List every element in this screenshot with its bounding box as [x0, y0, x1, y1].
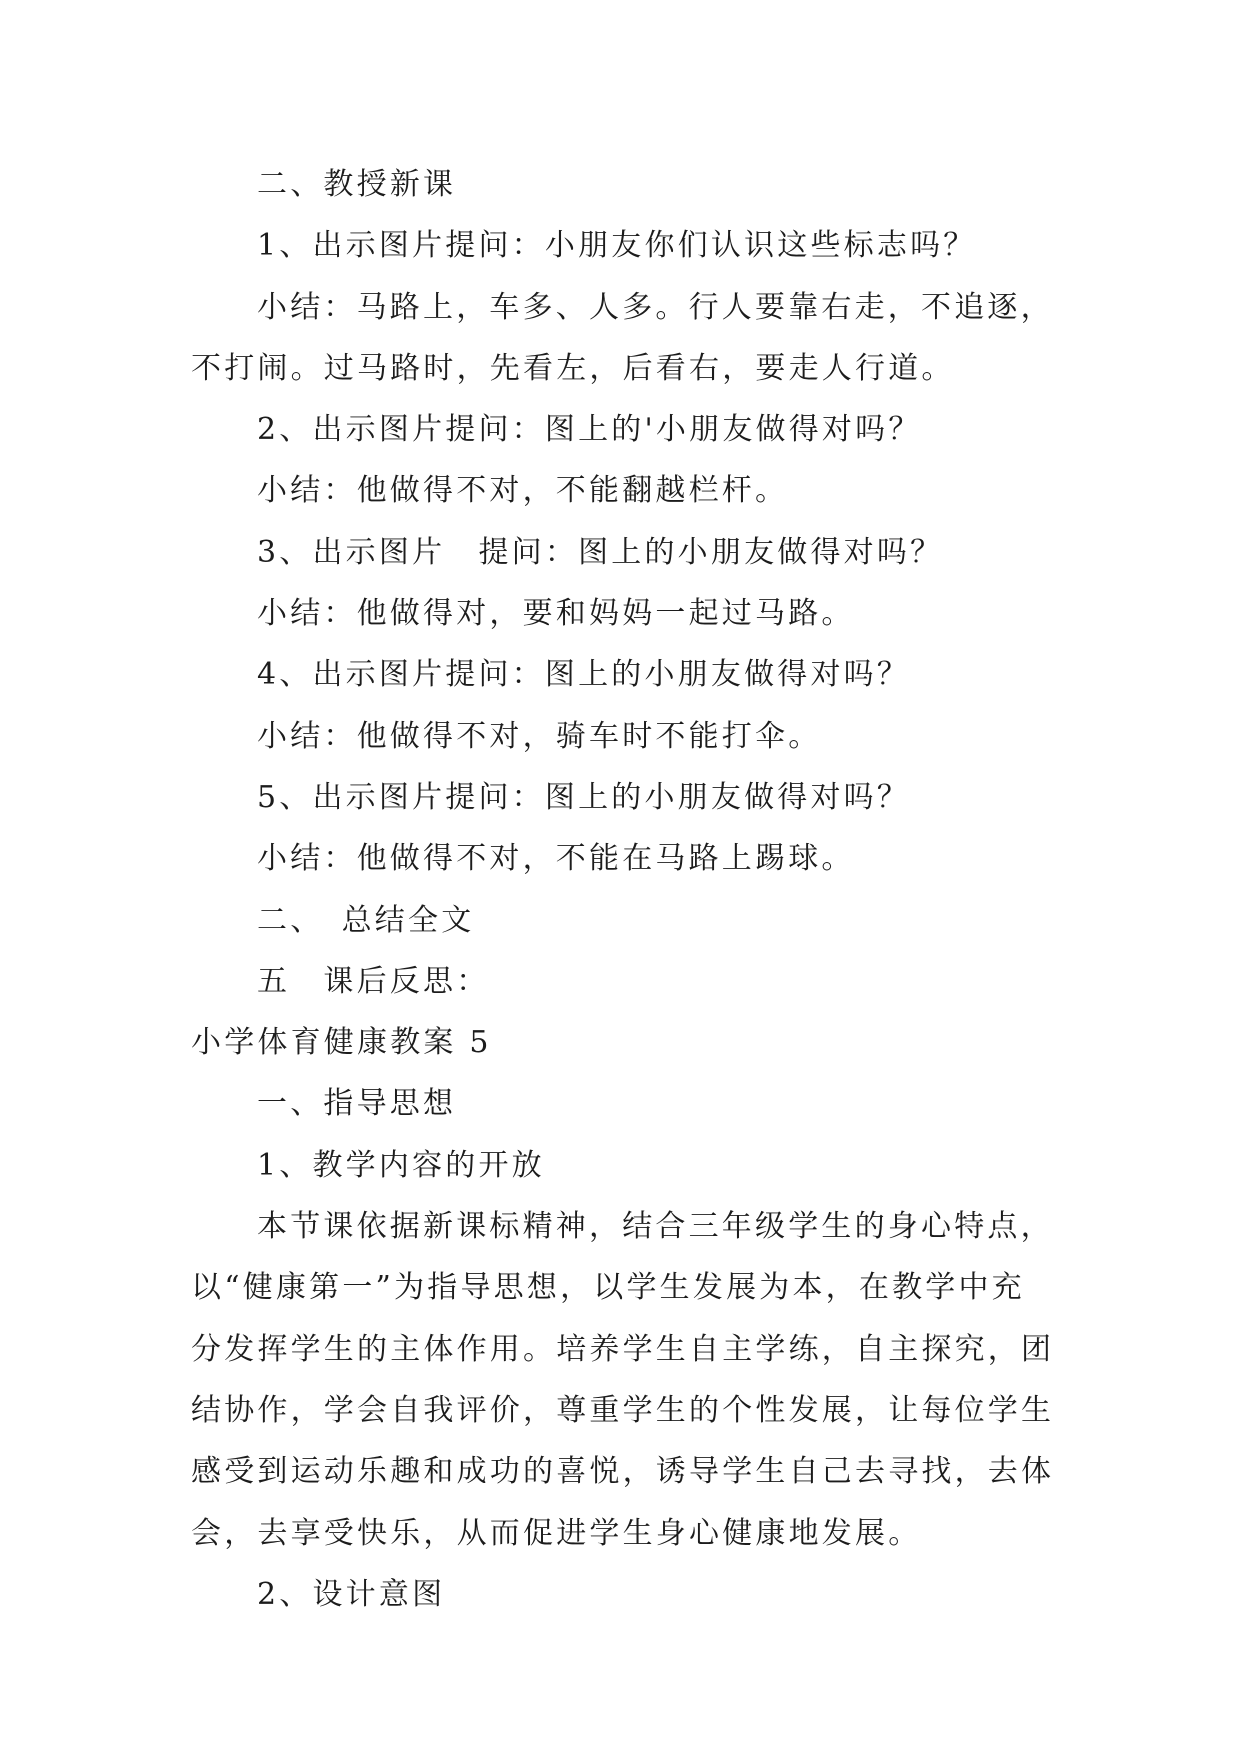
text-line: 小结：马路上，车多、人多。行人要靠右走，不追逐，	[257, 289, 1054, 325]
paragraph	[191, 277, 1091, 400]
text-line: 本节课依据新课标精神，结合三年级学生的身心特点，	[257, 1209, 1054, 1245]
paragraph	[191, 1196, 1091, 1564]
subsection-heading	[191, 1564, 1091, 1625]
text-line: 2、设计意图	[257, 1576, 446, 1612]
text-line: 小结：他做得对，要和妈妈一起过马路。	[257, 596, 855, 632]
text-line: 结协作，学会自我评价，尊重学生的个性发展，让每位学生	[191, 1392, 1055, 1428]
paragraph	[191, 828, 1091, 889]
text-line: 五 课后反思：	[257, 963, 490, 999]
text-line: 小结：他做得不对，骑车时不能打伞。	[257, 718, 822, 754]
text-line: 小结：他做得不对，不能翻越栏杆。	[257, 473, 789, 509]
document-title	[191, 1012, 1091, 1073]
text-line: 二、教授新课	[257, 167, 457, 202]
paragraph	[191, 583, 1091, 644]
section-heading	[191, 1073, 1091, 1134]
paragraph	[191, 215, 1091, 276]
paragraph	[191, 522, 1091, 583]
text-line: 不打闹。过马路时，先看左，后看右，要走人行道。	[191, 350, 955, 386]
section-heading	[191, 890, 1091, 951]
paragraph	[191, 644, 1091, 705]
text-line: 分发挥学生的主体作用。培养学生自主学练，自主探究，团	[191, 1331, 1055, 1367]
paragraph	[191, 399, 1091, 460]
paragraph	[191, 460, 1091, 521]
text-line: 3、出示图片 提问：图上的小朋友做得对吗？	[257, 534, 944, 570]
text-line: 4、出示图片提问：图上的小朋友做得对吗？	[257, 657, 911, 693]
text-line: 小学体育健康教案 5	[191, 1025, 492, 1061]
text-line: 二、 总结全文	[257, 902, 475, 938]
text-line: 2、出示图片提问：图上的'小朋友做得对吗？	[257, 412, 922, 448]
text-line: 感受到运动乐趣和成功的喜悦，诱导学生自己去寻找，去体	[191, 1454, 1055, 1490]
paragraph	[191, 706, 1091, 767]
section-heading	[191, 951, 1091, 1012]
paragraph	[191, 767, 1091, 828]
text-line: 一、指导思想	[257, 1086, 457, 1122]
text-line: 1、出示图片提问：小朋友你们认识这些标志吗？	[257, 228, 977, 264]
subsection-heading	[191, 1135, 1091, 1196]
text-line: 以“健康第一”为指导思想，以学生发展为本，在教学中充	[191, 1270, 1025, 1306]
text-line: 5、出示图片提问：图上的小朋友做得对吗？	[257, 779, 911, 815]
section-heading	[191, 154, 1091, 215]
text-line: 1、教学内容的开放	[257, 1147, 545, 1183]
text-line: 小结：他做得不对，不能在马路上踢球。	[257, 841, 855, 877]
text-line: 会，去享受快乐，从而促进学生身心健康地发展。	[191, 1515, 922, 1551]
